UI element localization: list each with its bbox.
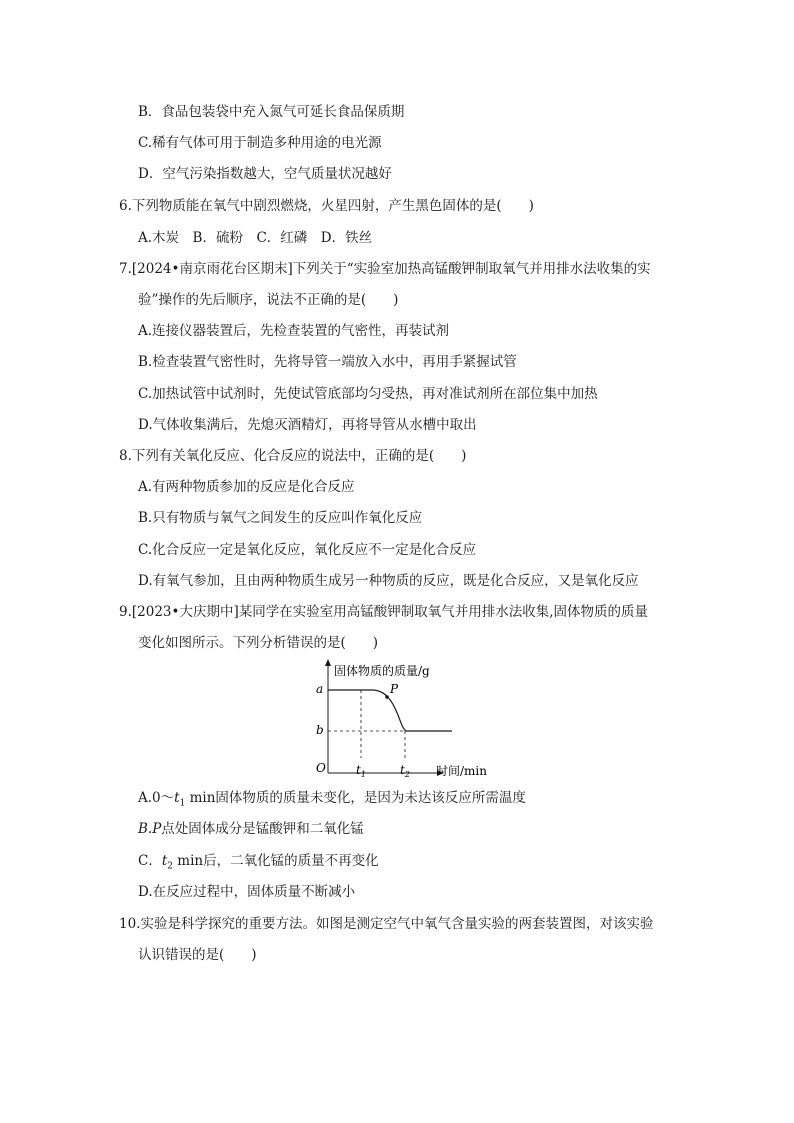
q9-option-a-text: min固体物质的质量未变化，是因为未达该反应所需温度: [185, 790, 526, 806]
q7-option-d: D.气体收集满后，先熄灭酒精灯，再将导管从水槽中取出: [138, 417, 477, 433]
mass-curve: [328, 690, 452, 731]
origin-label: O: [316, 761, 326, 775]
q6-stem: 6.下列物质能在氧气中剧烈燃烧，火星四射，产生黑色固体的是( ): [119, 198, 534, 214]
q9-option-d: D.在反应过程中，固体质量不断减小: [138, 884, 356, 900]
x-axis-label: 时间/min: [436, 764, 487, 778]
q9-option-b: [138, 819, 364, 839]
q9-option-a-prefix: A.0～: [138, 790, 175, 806]
q7-option-a: A.连接仪器装置后，先检查装置的气密性，再装试剂: [138, 323, 450, 339]
mass-time-graph: [300, 655, 500, 785]
y-axis-label: 固体物质的质量/g: [334, 664, 430, 678]
q9-option-a-var: t: [174, 790, 180, 806]
q9-option-c-prefix: C．: [138, 853, 162, 869]
q10-stem-line1: 10.实验是科学探究的重要方法。如图是测定空气中氧气含量实验的两套装置图，对该实验: [119, 916, 654, 932]
q5-option-c: C.稀有气体可用于制造多种用途的电光源: [138, 135, 382, 151]
y-tick-b: b: [316, 723, 324, 737]
q10-stem-line2: 认识错误的是( ): [138, 947, 257, 963]
q9-option-b-text: 点处固体成分是锰酸钾和二氧化锰: [161, 821, 364, 837]
q6-options: A.木炭 B．硫粉 C．红磷 D．铁丝: [138, 230, 373, 246]
q9-option-c-sub: 2: [167, 861, 174, 872]
y-axis-arrow: [325, 659, 331, 666]
q9-option-b-var: B.P: [138, 821, 162, 837]
q9-option-a: [138, 788, 526, 814]
x-tick-t1: $t_1$: [356, 763, 366, 779]
q9-option-c-var: t: [161, 853, 168, 869]
q8-option-a: A.有两种物质参加的反应是化合反应: [138, 479, 355, 495]
q7-stem-line2: 验”操作的先后顺序，说法不正确的是( ): [138, 292, 399, 308]
q7-option-b: B.检查装置气密性时，先将导管一端放入水中，再用手紧握试管: [138, 354, 517, 370]
q7-stem-line1: 7.[2024•南京雨花台区期末]下列关于“实验室加热高锰酸钾制取氧气并用排水法收集的实: [119, 261, 651, 277]
q5-option-b: B．食品包装袋中充入氮气可延长食品保质期: [138, 104, 405, 120]
y-tick-a: a: [316, 682, 324, 696]
q8-option-c: C.化合反应一定是氧化反应，氧化反应不一定是化合反应: [138, 542, 477, 558]
q9-option-c-text: min后，二氧化锰的质量不再变化: [173, 853, 379, 869]
q8-option-b: B.只有物质与氧气之间发生的反应叫作氧化反应: [138, 510, 423, 526]
point-p: [385, 695, 389, 699]
q7-option-c: C.加热试管中试剂时，先使试管底部均匀受热，再对准试剂所在部位集中加热: [138, 386, 598, 402]
q5-option-d: D．空气污染指数越大，空气质量状况越好: [138, 166, 392, 182]
q8-option-d: D.有氧气参加，且由两种物质生成另一种物质的反应，既是化合反应，又是氧化反应: [138, 573, 639, 589]
q9-stem-line1: 9.[2023•大庆期中]某同学在实验室用高锰酸钾制取氧气并用排水法收集,固体物质的质量: [119, 604, 649, 620]
q8-stem: 8.下列有关氧化反应、化合反应的说法中，正确的是( ): [119, 448, 467, 464]
q9-option-c: [138, 851, 379, 877]
q9-option-a-sub: 1: [179, 798, 186, 809]
q9-stem-line2: 变化如图所示。下列分析错误的是( ): [138, 635, 379, 651]
point-p-label: P: [390, 682, 399, 696]
x-tick-t2: $t_2$: [400, 763, 410, 779]
